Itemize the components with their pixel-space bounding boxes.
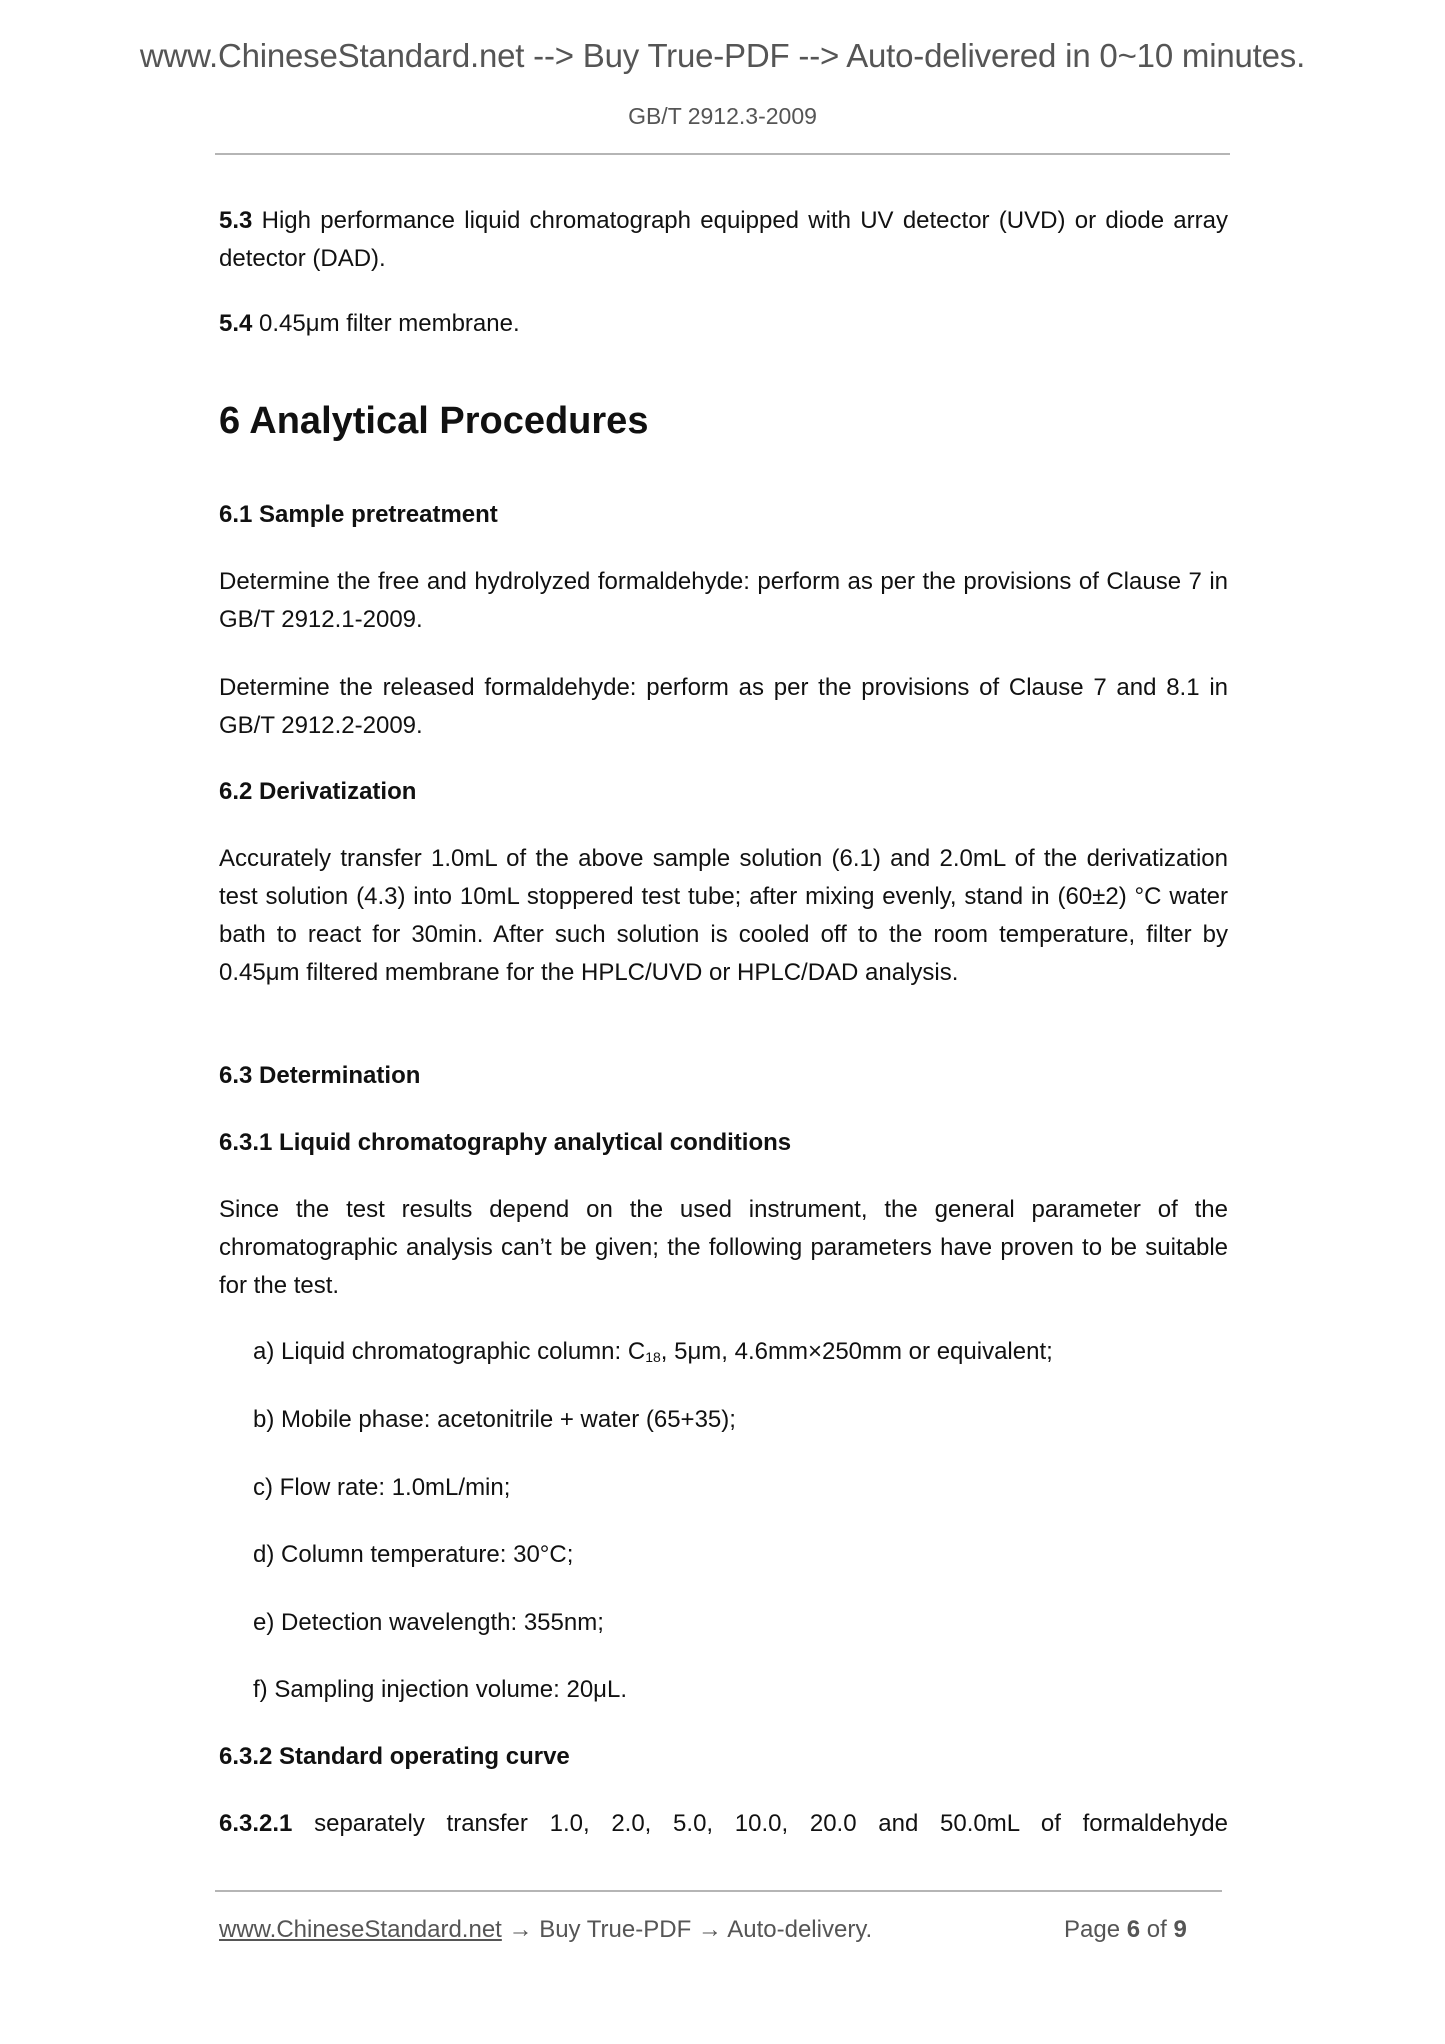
- condition-item-column: [253, 1333, 1053, 1376]
- clause-text: High performance liquid chromatograph equipped with UV detector (UVD) or diode array detector (DAD).: [219, 207, 1228, 272]
- condition-text: a) Liquid chromatographic column: C: [253, 1338, 646, 1365]
- clause-6-3-2-1: [219, 1805, 1228, 1843]
- paragraph-free-formaldehyde: Determine the free and hydrolyzed formaldehyde: perform as per the provisions of Clause 7 in GB/T 2912.1-2009.: [219, 568, 1228, 633]
- footer-buy-text: Buy True-PDF: [539, 1916, 692, 1943]
- section-heading-6-3-1: 6.3.1 Liquid chromatography analytical conditions: [219, 1129, 792, 1156]
- condition-subscript: 18: [645, 1349, 661, 1365]
- page-indicator: [1064, 1915, 1187, 1945]
- condition-item-mobile-phase: b) Mobile phase: acetonitrile + water (65+35);: [253, 1406, 736, 1433]
- site-banner: www.ChineseStandard.net --> Buy True-PDF --> Auto-delivered in 0~10 minutes.: [139, 37, 1306, 74]
- clause-text: 0.45μm filter membrane.: [252, 310, 520, 337]
- condition-item-injection-volume: f) Sampling injection volume: 20μL.: [253, 1676, 628, 1703]
- page-total: 9: [1173, 1916, 1187, 1943]
- clause-text: separately transfer 1.0, 2.0, 5.0, 10.0, 20.0 and 50.0mL of formaldehyde: [292, 1810, 1228, 1837]
- paragraph-derivatization: Accurately transfer 1.0mL of the above sample solution (6.1) and 2.0mL of the derivatization test solution (4.3) into 10mL stoppered test tube; after mixing evenly, stand in (60±2) °C water bath to react for 30min. After such solution is cooled off to the room temperature, filter by 0.45μm filtered membrane for the HPLC/UVD or HPLC/DAD analysis.: [219, 845, 1228, 986]
- clause-number: 5.3: [219, 207, 253, 234]
- paragraph-lc-conditions-intro: Since the test results depend on the used instrument, the general parameter of the chromatographic analysis can’t be given; the following parameters have proven to be suitable for the test.: [219, 1196, 1228, 1299]
- clause-5-3: [219, 202, 1228, 278]
- condition-item-column-temperature: d) Column temperature: 30°C;: [253, 1541, 574, 1568]
- clause-number: 5.4: [219, 310, 253, 337]
- arrow-right-icon: →: [697, 1916, 722, 1943]
- condition-item-detection-wavelength: e) Detection wavelength: 355nm;: [253, 1609, 604, 1636]
- paragraph-released-formaldehyde: Determine the released formaldehyde: perform as per the provisions of Clause 7 and 8.1 in GB/T 2912.2-2009.: [219, 674, 1228, 739]
- condition-text-suffix: , 5μm, 4.6mm×250mm or equivalent;: [660, 1338, 1053, 1365]
- page-current: 6: [1126, 1916, 1141, 1943]
- section-heading-6-3-2: 6.3.2 Standard operating curve: [219, 1743, 570, 1770]
- footer-promo: [219, 1915, 872, 1945]
- page-of-label: of: [1146, 1916, 1167, 1943]
- document-code: GB/T 2912.3-2009: [628, 103, 817, 129]
- section-heading-6-1: 6.1 Sample pretreatment: [219, 501, 498, 528]
- footer-delivery-text: Auto-delivery.: [727, 1916, 873, 1943]
- header-divider: [215, 153, 1230, 155]
- section-heading-6-2: 6.2 Derivatization: [219, 778, 417, 805]
- page-label: Page: [1064, 1916, 1121, 1943]
- section-heading-6-3: 6.3 Determination: [219, 1062, 421, 1089]
- section-heading-6: 6 Analytical Procedures: [219, 400, 649, 442]
- clause-number: 6.3.2.1: [219, 1810, 293, 1837]
- clause-5-4: [219, 305, 1228, 343]
- condition-item-flow-rate: c) Flow rate: 1.0mL/min;: [253, 1474, 511, 1501]
- footer-divider: [215, 1890, 1222, 1892]
- site-link[interactable]: www.ChineseStandard.net: [219, 1916, 502, 1943]
- arrow-right-icon: →: [508, 1916, 533, 1943]
